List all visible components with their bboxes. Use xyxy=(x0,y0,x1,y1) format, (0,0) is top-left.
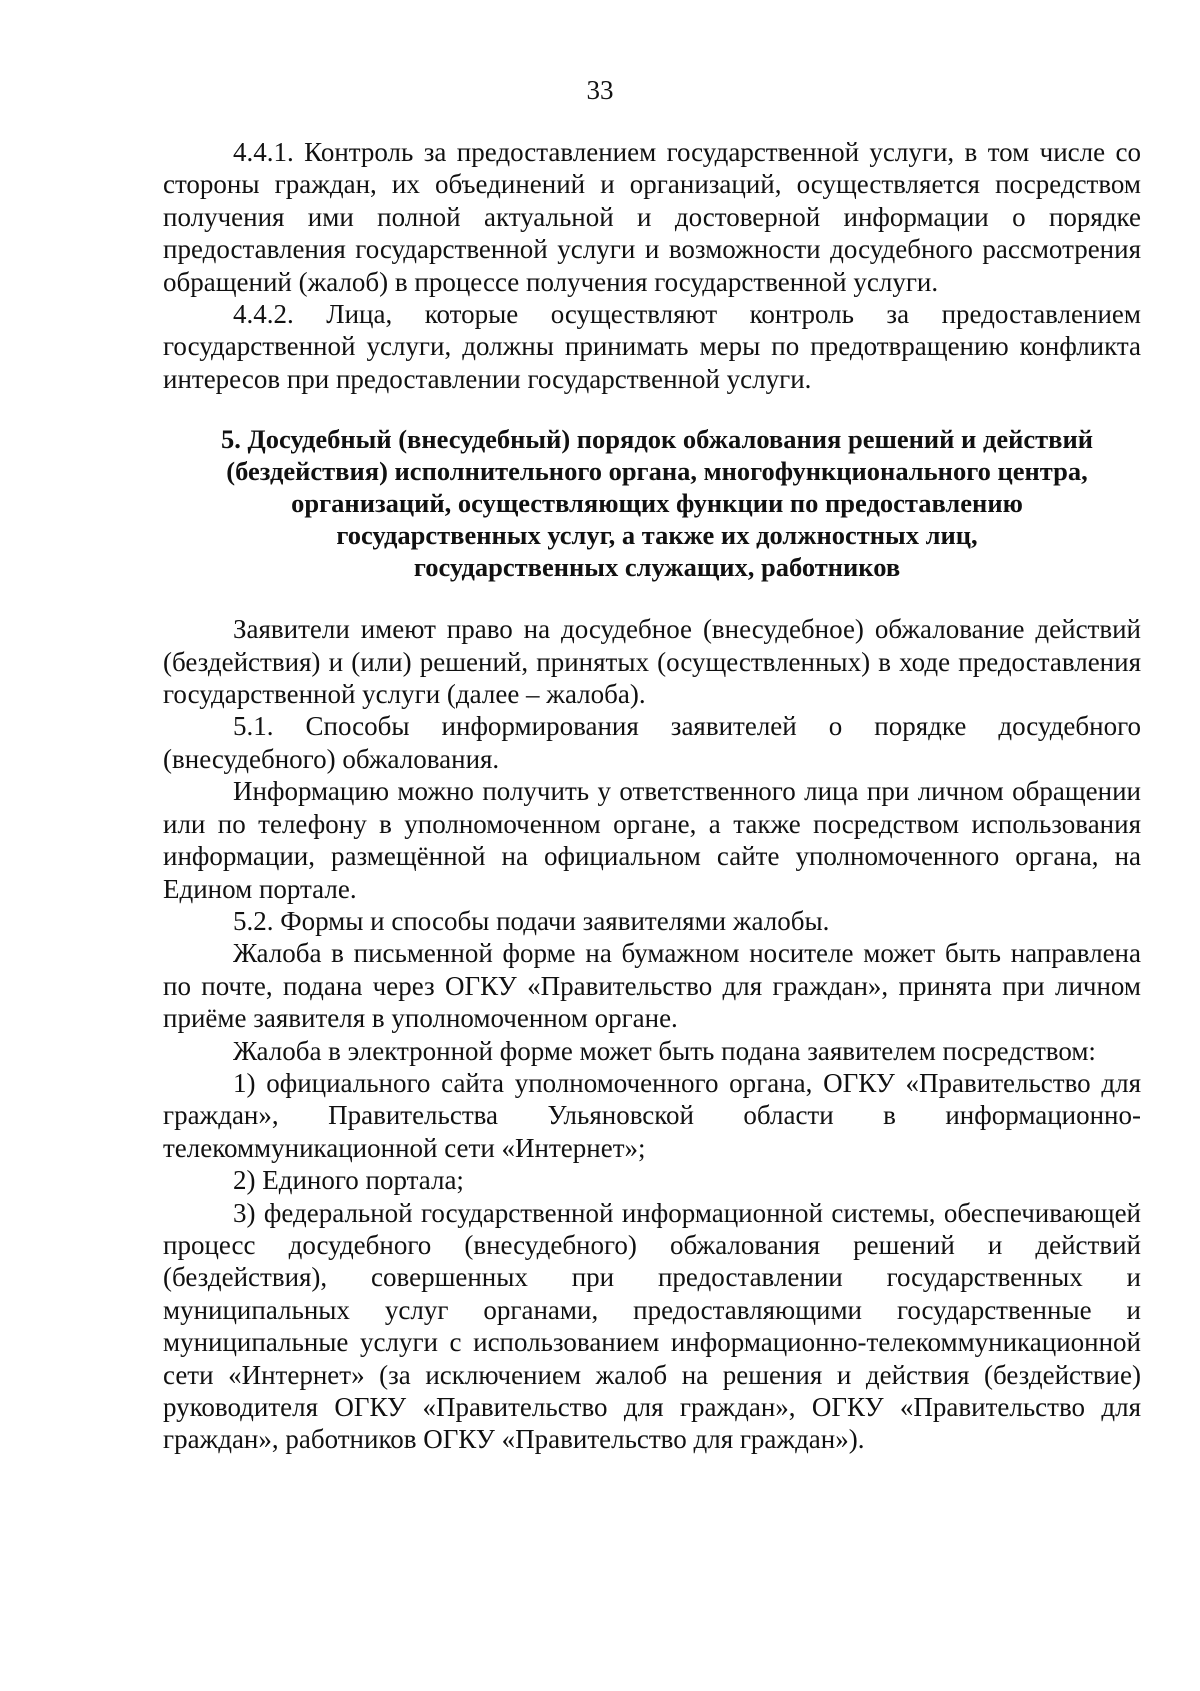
paragraph-5-1: 5.1. Способы информирования заявителей о порядке досудебного (внесудебного) обжалования. xyxy=(163,711,1141,774)
document-body xyxy=(163,136,1141,1456)
list-item-3: 3) федеральной государственной информационной системы, обеспечивающей процесс досудебного (внесудебного) обжалования решений и действий (бездействия), совершенных при предоставлении государственных и муниципальных услуг органами, предоставляющими государственные и муниципальные услуги с использованием информационно-телекоммуникационной сети «Интернет» (за исключением жалоб на решения и действия (бездействие) руководителя ОГКУ «Правительство для граждан», ОГКУ «Правительство для граждан», работников ОГКУ «Правительство для граждан»). xyxy=(163,1197,1141,1455)
paragraph-4-4-1: 4.4.1. Контроль за предоставлением государственной услуги, в том числе со стороны граждан, их объединений и организаций, осуществляется посредством получения ими полной актуальной и достоверной информации о порядке предоставления государственной услуги и возможности досудебного рассмотрения обращений (жалоб) в процессе получения государственной услуги. xyxy=(163,137,1141,297)
paragraph-4-4-2: 4.4.2. Лица, которые осуществляют контроль за предоставлением государственной услуги, должны принимать меры по предотвращению конфликта интересов при предоставлении государственной услуги. xyxy=(163,299,1141,394)
list-item-2: 2) Единого портала; xyxy=(233,1165,464,1196)
paragraph-right-to-appeal: Заявители имеют право на досудебное (внесудебное) обжалование действий (бездействия) и (или) решений, принятых (осуществленных) в ходе предоставления государственной услуги (далее – жалоба). xyxy=(163,614,1141,710)
page-number: 33 xyxy=(586,75,614,105)
paragraph-5-2: 5.2. Формы и способы подачи заявителями жалобы. xyxy=(233,905,830,936)
heading-line: 5. Досудебный (внесудебный) порядок обжалования решений и действий xyxy=(220,424,1094,455)
heading-line: (бездействия) исполнительного органа, многофункционального центра, xyxy=(226,456,1088,487)
spacer xyxy=(163,395,1141,423)
heading-line: государственных служащих, работников xyxy=(413,552,901,583)
section-5-heading xyxy=(163,423,1141,583)
spacer xyxy=(163,583,1141,613)
paragraph-paper-complaint: Жалоба в письменной форме на бумажном носителе может быть направлена по почте, подана через ОГКУ «Правительство для граждан», принята при личном приёме заявителя в уполномоченном органе. xyxy=(163,938,1141,1034)
heading-line: организаций, осуществляющих функции по предоставлению xyxy=(291,488,1023,519)
heading-line: государственных услуг, а также их должностных лиц, xyxy=(336,520,978,551)
list-item-1: 1) официального сайта уполномоченного органа, ОГКУ «Правительство для граждан», Правительства Ульяновской области в информационно-телекоммуникационной сети «Интернет»; xyxy=(163,1067,1141,1163)
paragraph-information: Информацию можно получить у ответственного лица при личном обращении или по телефону в уполномоченном органе, а также посредством использования информации, размещённой на официальном сайте уполномоченного органа, на Едином портале. xyxy=(163,776,1141,904)
paragraph-electronic-complaint: Жалоба в электронной форме может быть подана заявителем посредством: xyxy=(233,1035,1096,1066)
